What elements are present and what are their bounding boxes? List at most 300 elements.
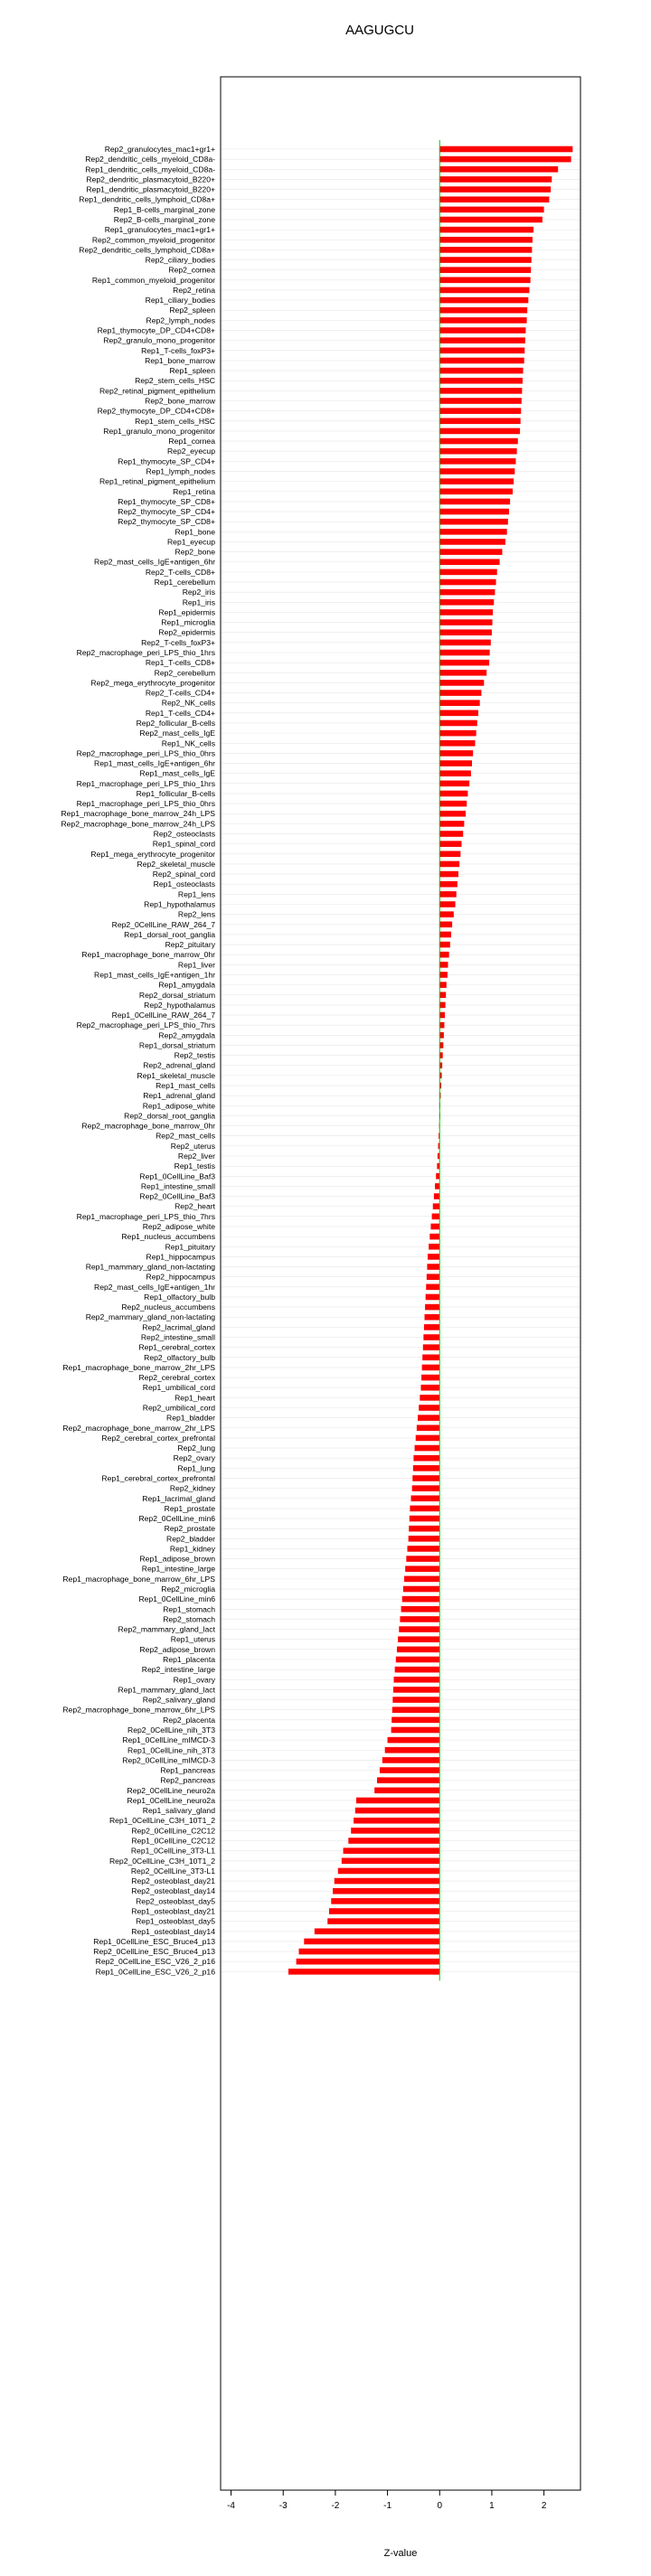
bar bbox=[392, 1717, 439, 1724]
bar bbox=[388, 1737, 440, 1744]
category-labels bbox=[61, 145, 215, 1976]
bar bbox=[439, 499, 510, 505]
bar bbox=[439, 640, 491, 646]
category-label: Rep1_macrophage_peri_LPS_thio_1hrs bbox=[76, 778, 215, 788]
bar bbox=[439, 700, 479, 706]
bar bbox=[404, 1576, 439, 1583]
category-label: Rep1_cerebral_cortex bbox=[138, 1342, 215, 1352]
category-label: Rep1_bone bbox=[175, 527, 215, 537]
bar bbox=[412, 1485, 440, 1491]
bar bbox=[429, 1234, 439, 1240]
category-label: Rep1_dendritic_cells_myeloid_CD8a- bbox=[85, 165, 215, 174]
bar bbox=[422, 1355, 439, 1361]
category-label: Rep1_hippocampus bbox=[146, 1252, 215, 1262]
category-label: Rep2_pancreas bbox=[160, 1775, 215, 1785]
bar bbox=[439, 217, 542, 223]
bar bbox=[426, 1284, 439, 1291]
category-label: Rep2_hypothalamus bbox=[144, 1000, 215, 1010]
bar bbox=[415, 1445, 440, 1452]
category-label: Rep1_mast_cells_IgE+antigen_1hr bbox=[93, 970, 215, 980]
category-label: Rep1_0CellLine_3T3-L1 bbox=[130, 1846, 215, 1856]
bar bbox=[436, 1173, 439, 1180]
bar bbox=[439, 670, 486, 676]
bar bbox=[439, 760, 472, 766]
category-label: Rep2_macrophage_bone_marrow_24h_LPS bbox=[61, 819, 215, 829]
category-label: Rep2_eyecup bbox=[166, 447, 215, 456]
bar bbox=[439, 156, 571, 163]
category-label: Rep2_granulocytes_mac1+gr1+ bbox=[104, 145, 215, 154]
x-tick-label: -2 bbox=[331, 2501, 340, 2511]
category-label: Rep2_skeletal_muscle bbox=[137, 859, 215, 869]
category-label: Rep1_common_myeloid_progenitor bbox=[91, 275, 215, 285]
category-label: Rep1_lens bbox=[177, 889, 215, 899]
category-label: Rep2_osteoblast_day14 bbox=[131, 1886, 215, 1896]
category-label: Rep2_osteoblast_day21 bbox=[131, 1876, 215, 1886]
bar bbox=[393, 1687, 439, 1693]
bar bbox=[430, 1224, 439, 1230]
category-label: Rep1_osteoblast_day5 bbox=[136, 1916, 215, 1926]
chart-title: AAGUGCU bbox=[345, 23, 414, 38]
category-label: Rep2_retinal_pigment_epithelium bbox=[99, 386, 215, 396]
bar bbox=[402, 1596, 440, 1603]
bar bbox=[439, 962, 448, 968]
bar bbox=[297, 1959, 440, 1965]
category-label: Rep2_0CellLine_C3H_10T1_2 bbox=[108, 1856, 215, 1866]
category-label: Rep2_T-cells_foxP3+ bbox=[141, 637, 215, 647]
bar bbox=[331, 1898, 439, 1904]
category-label: Rep1_hypothalamus bbox=[144, 899, 215, 909]
bar bbox=[394, 1677, 440, 1683]
bar bbox=[429, 1244, 439, 1250]
category-label: Rep2_retina bbox=[173, 285, 215, 295]
category-label: Rep2_dendritic_plasmacytoid_B220+ bbox=[86, 174, 215, 184]
category-label: Rep1_mammary_gland_non-lactating bbox=[85, 1262, 215, 1272]
category-label: Rep2_lymph_nodes bbox=[146, 315, 215, 325]
category-label: Rep1_intestine_small bbox=[140, 1181, 215, 1191]
bar bbox=[439, 247, 532, 253]
category-label: Rep1_bone_marrow bbox=[145, 355, 215, 365]
category-label: Rep1_salivary_gland bbox=[142, 1806, 215, 1816]
category-label: Rep2_dorsal_striatum bbox=[138, 990, 215, 1000]
category-label: Rep2_cornea bbox=[168, 265, 215, 275]
category-label: Rep2_common_myeloid_progenitor bbox=[91, 235, 215, 245]
category-label: Rep2_0CellLine_min6 bbox=[138, 1514, 215, 1524]
category-label: Rep1_microglia bbox=[161, 617, 215, 627]
bar bbox=[439, 589, 495, 596]
category-label: Rep1_thymocyte_DP_CD4+CD8+ bbox=[97, 325, 215, 335]
category-label: Rep2_ciliary_bodies bbox=[145, 255, 215, 265]
bar bbox=[405, 1565, 439, 1572]
bar bbox=[413, 1455, 439, 1462]
bar bbox=[439, 569, 496, 576]
category-label: Rep1_0CellLine_Baf3 bbox=[139, 1171, 215, 1181]
category-label: Rep1_ciliary_bodies bbox=[145, 296, 215, 306]
bar bbox=[399, 1626, 439, 1632]
category-label: Rep2_hippocampus bbox=[146, 1272, 215, 1282]
category-label: Rep1_stomach bbox=[163, 1604, 215, 1614]
bar bbox=[439, 478, 514, 484]
bar bbox=[439, 982, 446, 988]
category-label: Rep2_olfactory_bulb bbox=[144, 1352, 215, 1362]
category-label: Rep1_adipose_brown bbox=[139, 1554, 215, 1564]
category-label: Rep2_spleen bbox=[169, 306, 215, 315]
category-label: Rep1_mast_cells_IgE+antigen_6hr bbox=[93, 758, 215, 768]
category-label: Rep2_amygdala bbox=[158, 1030, 215, 1040]
category-label: Rep1_adrenal_gland bbox=[143, 1091, 215, 1101]
bar bbox=[439, 629, 492, 635]
bar bbox=[439, 650, 489, 656]
bar bbox=[439, 267, 531, 273]
category-label: Rep1_osteoblast_day21 bbox=[131, 1906, 215, 1916]
category-label: Rep1_macrophage_peri_LPS_thio_7hrs bbox=[76, 1211, 215, 1221]
bar bbox=[397, 1647, 439, 1653]
bar bbox=[439, 750, 473, 757]
category-label: Rep1_0CellLine_C3H_10T1_2 bbox=[108, 1816, 215, 1826]
category-label: Rep1_mast_cells_IgE bbox=[139, 768, 215, 778]
x-axis-label: Z-value bbox=[383, 2548, 418, 2559]
bar bbox=[439, 811, 466, 817]
category-label: Rep2_bladder bbox=[166, 1534, 215, 1544]
bar bbox=[439, 720, 477, 727]
category-label: Rep2_dendritic_cells_lymphoid_CD8a+ bbox=[79, 245, 215, 255]
category-label: Rep2_0CellLine_Baf3 bbox=[139, 1191, 215, 1201]
bar bbox=[439, 398, 522, 404]
bar bbox=[439, 378, 523, 384]
bar bbox=[425, 1304, 439, 1311]
category-label: Rep1_dorsal_root_ganglia bbox=[124, 929, 215, 939]
bar bbox=[439, 791, 467, 797]
bar bbox=[410, 1516, 439, 1522]
category-label: Rep2_0CellLine_neuro2a bbox=[127, 1785, 215, 1795]
bar bbox=[439, 438, 518, 445]
category-label: Rep1_lacrimal_gland bbox=[142, 1493, 215, 1503]
category-label: Rep1_uterus bbox=[170, 1634, 215, 1644]
category-label: Rep2_macrophage_peri_LPS_thio_7hrs bbox=[76, 1020, 215, 1030]
bar bbox=[439, 458, 515, 465]
bar bbox=[439, 619, 492, 625]
category-label: Rep1_testis bbox=[174, 1161, 215, 1171]
category-label: Rep1_nucleus_accumbens bbox=[121, 1232, 215, 1242]
bar bbox=[351, 1828, 439, 1834]
x-axis-ticks bbox=[227, 2490, 547, 2511]
bar bbox=[439, 468, 514, 475]
category-label: Rep2_bone_marrow bbox=[145, 396, 215, 406]
category-label: Rep2_0CellLine_3T3-L1 bbox=[130, 1866, 215, 1876]
category-label: Rep2_thymocyte_SP_CD8+ bbox=[118, 517, 215, 527]
category-label: Rep1_stem_cells_HSC bbox=[135, 416, 215, 426]
category-label: Rep2_mast_cells_IgE bbox=[139, 729, 215, 738]
category-label: Rep2_0CellLine_ESC_V26_2_p16 bbox=[95, 1957, 215, 1967]
category-label: Rep1_dendritic_plasmacytoid_B220+ bbox=[86, 184, 215, 194]
bar bbox=[412, 1475, 439, 1481]
bar bbox=[406, 1556, 439, 1562]
category-label: Rep2_0CellLine_ESC_Bruce4_p13 bbox=[93, 1947, 215, 1957]
bar bbox=[439, 660, 489, 666]
category-label: Rep2_macrophage_peri_LPS_thio_0hrs bbox=[76, 748, 215, 758]
category-label: Rep1_0CellLine_C2C12 bbox=[131, 1836, 215, 1846]
bar bbox=[439, 277, 530, 284]
bar bbox=[439, 851, 460, 858]
bar bbox=[392, 1697, 439, 1703]
category-label: Rep1_ovary bbox=[173, 1675, 215, 1685]
bar bbox=[395, 1667, 440, 1673]
bar bbox=[439, 237, 533, 243]
category-label: Rep2_testis bbox=[174, 1050, 215, 1060]
bar bbox=[439, 781, 469, 787]
x-tick-label: 2 bbox=[541, 2501, 547, 2511]
category-label: Rep2_umbilical_cord bbox=[142, 1403, 215, 1413]
bar bbox=[439, 166, 558, 173]
category-label: Rep2_epidermis bbox=[158, 627, 215, 637]
bar bbox=[418, 1415, 439, 1421]
category-label: Rep2_mega_erythrocyte_progenitor bbox=[90, 678, 215, 688]
bar bbox=[439, 932, 451, 938]
bar bbox=[411, 1495, 440, 1501]
bar bbox=[439, 408, 521, 414]
category-label: Rep2_placenta bbox=[163, 1715, 215, 1725]
bar bbox=[439, 690, 481, 696]
category-label: Rep1_macrophage_bone_marrow_24h_LPS bbox=[61, 809, 215, 819]
category-label: Rep1_macrophage_bone_marrow_0hr bbox=[81, 950, 215, 960]
bar bbox=[413, 1465, 439, 1471]
category-label: Rep2_cerebellum bbox=[154, 668, 215, 678]
category-label: Rep2_lens bbox=[177, 909, 215, 919]
bar bbox=[335, 1878, 440, 1885]
category-label: Rep1_umbilical_cord bbox=[142, 1383, 215, 1393]
category-label: Rep1_T-cells_CD8+ bbox=[145, 658, 215, 668]
category-label: Rep1_placenta bbox=[163, 1655, 215, 1664]
category-label: Rep1_granulocytes_mac1+gr1+ bbox=[104, 225, 215, 235]
bar bbox=[439, 227, 533, 233]
bar bbox=[439, 901, 455, 907]
bar bbox=[427, 1264, 439, 1270]
category-label: Rep2_macrophage_bone_marrow_2hr_LPS bbox=[62, 1423, 215, 1433]
category-label: Rep1_bladder bbox=[166, 1413, 215, 1423]
category-label: Rep2_mast_cells_IgE+antigen_6hr bbox=[93, 557, 215, 567]
bar bbox=[439, 579, 495, 586]
bar bbox=[439, 176, 552, 183]
category-label: Rep2_NK_cells bbox=[161, 698, 215, 708]
bar bbox=[342, 1858, 439, 1865]
bar bbox=[439, 861, 459, 868]
category-label: Rep1_retina bbox=[173, 486, 215, 496]
bar bbox=[396, 1657, 439, 1663]
category-label: Rep1_0CellLine_nih_3T3 bbox=[127, 1745, 215, 1755]
bar bbox=[382, 1757, 439, 1763]
category-label: Rep1_heart bbox=[175, 1393, 215, 1403]
bar bbox=[439, 519, 508, 525]
bar bbox=[439, 1052, 442, 1058]
category-label: Rep1_lymph_nodes bbox=[146, 466, 215, 476]
category-label: Rep2_macrophage_bone_marrow_6hr_LPS bbox=[62, 1705, 215, 1715]
bar bbox=[344, 1847, 440, 1854]
category-label: Rep1_0CellLine_neuro2a bbox=[127, 1795, 215, 1805]
bar bbox=[439, 680, 484, 686]
category-label: Rep2_follicular_B-cells bbox=[136, 718, 215, 728]
category-label: Rep1_eyecup bbox=[166, 537, 215, 547]
category-label: Rep1_intestine_large bbox=[141, 1564, 215, 1574]
bar bbox=[420, 1385, 439, 1391]
bar bbox=[417, 1424, 439, 1431]
bar bbox=[423, 1344, 439, 1350]
bar bbox=[425, 1314, 440, 1321]
bar bbox=[439, 871, 458, 878]
category-label: Rep1_osteoclasts bbox=[153, 879, 215, 889]
category-label: Rep2_cerebral_cortex bbox=[138, 1373, 215, 1383]
bar bbox=[435, 1183, 439, 1189]
bar bbox=[439, 196, 549, 202]
category-label: Rep2_salivary_gland bbox=[142, 1695, 215, 1705]
x-tick-label: 1 bbox=[489, 2501, 495, 2511]
bar bbox=[439, 186, 551, 193]
category-label: Rep1_dorsal_striatum bbox=[138, 1040, 215, 1050]
category-label: Rep2_granulo_mono_progenitor bbox=[103, 335, 215, 345]
bar bbox=[439, 358, 524, 364]
category-label: Rep1_adipose_white bbox=[142, 1101, 215, 1111]
bar bbox=[439, 418, 520, 424]
bar bbox=[401, 1606, 440, 1612]
category-label: Rep2_0CellLine_RAW_264_7 bbox=[111, 919, 215, 929]
category-label: Rep1_T-cells_foxP3+ bbox=[141, 345, 215, 355]
category-label: Rep1_macrophage_bone_marrow_2hr_LPS bbox=[62, 1362, 215, 1372]
bar bbox=[439, 730, 476, 737]
x-tick-label: -1 bbox=[383, 2501, 392, 2511]
bar bbox=[410, 1506, 439, 1512]
bar bbox=[403, 1586, 439, 1593]
category-label: Rep2_adrenal_gland bbox=[143, 1060, 215, 1070]
bar bbox=[315, 1928, 439, 1934]
category-label: Rep1_thymocyte_SP_CD8+ bbox=[118, 496, 215, 506]
category-label: Rep1_0CellLine_RAW_264_7 bbox=[111, 1011, 215, 1020]
bar bbox=[380, 1767, 439, 1773]
category-label: Rep1_spinal_cord bbox=[152, 839, 215, 849]
category-label: Rep2_uterus bbox=[170, 1141, 215, 1151]
category-label: Rep2_0CellLine_mIMCD-3 bbox=[122, 1755, 215, 1765]
category-label: Rep2_dendritic_cells_myeloid_CD8a- bbox=[85, 155, 215, 165]
bar bbox=[439, 337, 525, 343]
x-tick-label: -3 bbox=[278, 2501, 288, 2511]
category-label: Rep1_retinal_pigment_epithelium bbox=[99, 476, 215, 486]
bar bbox=[439, 368, 523, 374]
bar bbox=[356, 1798, 439, 1804]
bar bbox=[439, 710, 478, 717]
bar bbox=[338, 1868, 439, 1875]
bar bbox=[439, 539, 505, 545]
bar bbox=[439, 559, 499, 565]
bar bbox=[439, 911, 454, 917]
category-label: Rep2_ovary bbox=[173, 1453, 215, 1463]
category-label: Rep1_macrophage_bone_marrow_6hr_LPS bbox=[62, 1574, 215, 1584]
bar bbox=[288, 1969, 439, 1975]
category-label: Rep1_mega_erythrocyte_progenitor bbox=[90, 849, 215, 859]
bar bbox=[439, 549, 502, 555]
category-label: Rep1_epidermis bbox=[158, 607, 215, 617]
bar bbox=[439, 1002, 445, 1009]
bar bbox=[439, 942, 450, 948]
category-label: Rep2_osteoblast_day5 bbox=[136, 1896, 215, 1906]
bar bbox=[392, 1727, 440, 1734]
category-label: Rep1_cerebral_cortex_prefrontal bbox=[101, 1473, 215, 1483]
bar bbox=[333, 1888, 439, 1894]
bar bbox=[422, 1365, 440, 1371]
bar bbox=[354, 1818, 439, 1824]
bar bbox=[427, 1274, 439, 1280]
bar bbox=[439, 1042, 443, 1048]
bar bbox=[439, 921, 452, 927]
bar bbox=[439, 1012, 445, 1019]
category-label: Rep1_cerebellum bbox=[154, 578, 215, 588]
bar bbox=[439, 992, 446, 998]
bar bbox=[439, 599, 494, 606]
bar bbox=[392, 1706, 439, 1713]
bar bbox=[439, 488, 513, 494]
bars bbox=[288, 146, 572, 1975]
bar bbox=[421, 1375, 439, 1381]
category-label: Rep1_kidney bbox=[169, 1544, 215, 1554]
bar bbox=[439, 609, 493, 616]
bar bbox=[439, 327, 525, 334]
bar bbox=[439, 509, 509, 515]
bar bbox=[439, 388, 522, 394]
category-label: Rep1_0CellLine_mIMCD-3 bbox=[122, 1735, 215, 1745]
category-label: Rep2_lung bbox=[177, 1443, 215, 1453]
category-label: Rep1_granulo_mono_progenitor bbox=[103, 426, 215, 436]
bar bbox=[327, 1918, 439, 1924]
bar bbox=[439, 287, 529, 294]
category-label: Rep1_NK_cells bbox=[161, 738, 215, 748]
category-label: Rep2_pituitary bbox=[165, 940, 215, 950]
category-label: Rep2_0CellLine_C2C12 bbox=[131, 1826, 215, 1836]
bar bbox=[426, 1294, 440, 1301]
category-label: Rep2_T-cells_CD4+ bbox=[145, 688, 215, 698]
category-label: Rep1_B-cells_marginal_zone bbox=[113, 204, 215, 214]
category-label: Rep1_pancreas bbox=[160, 1765, 215, 1775]
category-label: Rep1_0CellLine_min6 bbox=[138, 1594, 215, 1604]
category-label: Rep2_osteoclasts bbox=[153, 829, 215, 839]
bar bbox=[439, 831, 463, 837]
bar bbox=[439, 257, 532, 263]
category-label: Rep1_mammary_gland_lact bbox=[118, 1685, 215, 1695]
bar bbox=[348, 1838, 439, 1844]
category-label: Rep1_liver bbox=[177, 960, 215, 970]
category-label: Rep2_macrophage_peri_LPS_thio_1hrs bbox=[76, 648, 215, 657]
bar bbox=[433, 1203, 439, 1209]
category-label: Rep2_prostate bbox=[164, 1524, 215, 1534]
category-label: Rep2_liver bbox=[177, 1152, 215, 1161]
bar bbox=[385, 1747, 440, 1753]
bar bbox=[329, 1908, 439, 1914]
bar bbox=[439, 529, 506, 535]
plot-frame bbox=[221, 77, 580, 2490]
category-label: Rep2_heart bbox=[175, 1201, 215, 1211]
category-label: Rep2_cerebral_cortex_prefrontal bbox=[101, 1433, 215, 1443]
category-label: Rep1_iris bbox=[182, 597, 215, 607]
bar bbox=[439, 207, 543, 213]
category-label: Rep2_mast_cells bbox=[156, 1131, 215, 1141]
category-label: Rep2_0CellLine_nih_3T3 bbox=[127, 1725, 215, 1735]
category-label: Rep1_olfactory_bulb bbox=[144, 1292, 215, 1302]
category-label: Rep2_microglia bbox=[161, 1584, 215, 1594]
category-label: Rep1_follicular_B-cells bbox=[136, 788, 215, 798]
category-label: Rep1_spleen bbox=[169, 366, 215, 376]
bar bbox=[428, 1254, 439, 1260]
bar bbox=[439, 448, 516, 455]
category-label: Rep2_mast_cells_IgE+antigen_1hr bbox=[93, 1282, 215, 1292]
bar bbox=[439, 972, 448, 978]
bar bbox=[416, 1435, 440, 1442]
bar bbox=[409, 1536, 440, 1542]
category-label: Rep2_bone bbox=[175, 547, 215, 557]
